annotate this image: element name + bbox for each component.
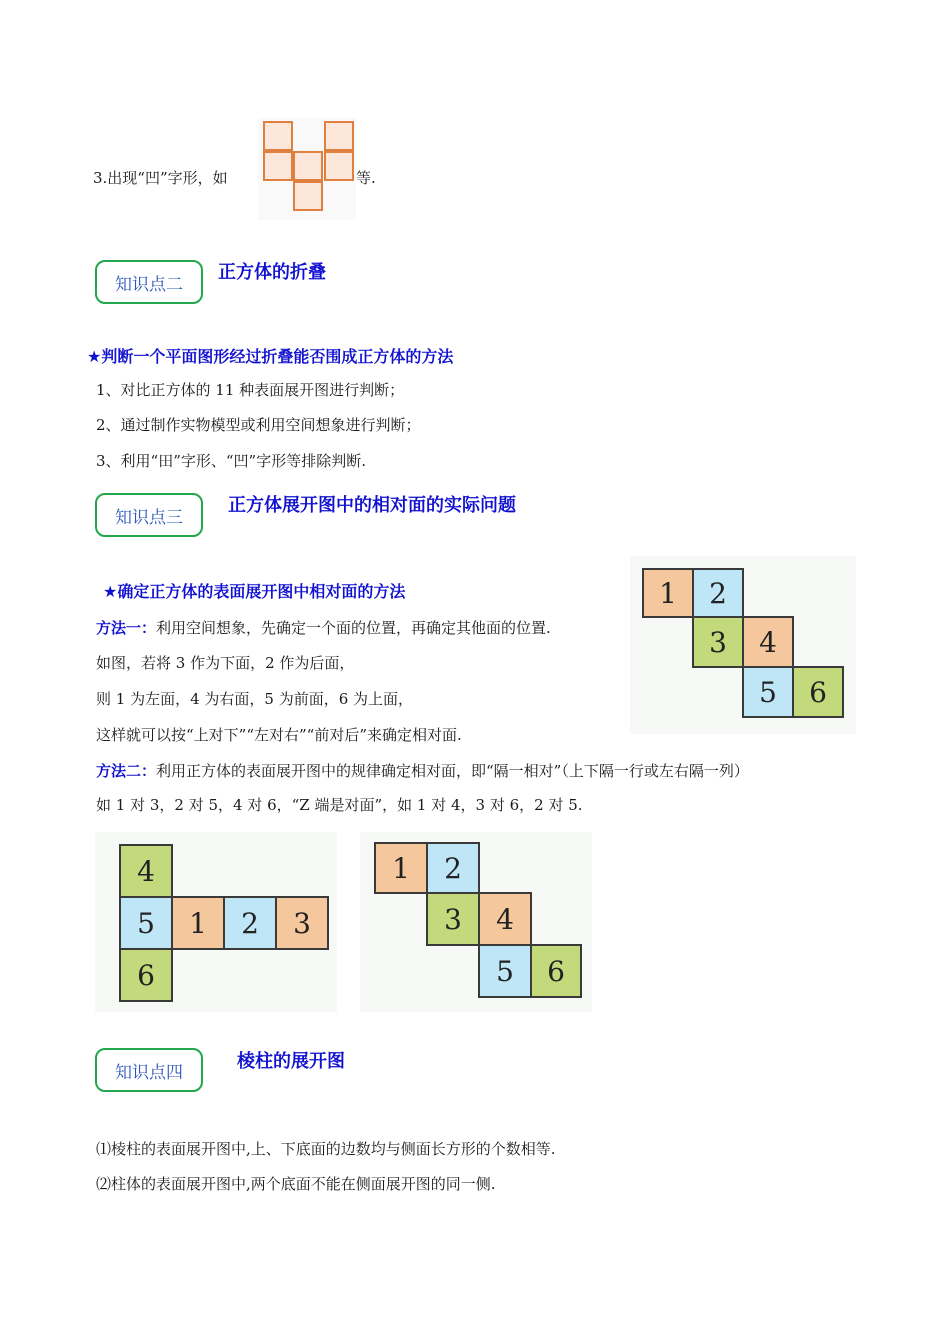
concave-net-figure bbox=[258, 118, 356, 220]
kp2-badge: 知识点二 bbox=[95, 260, 203, 304]
net-cell: 1 bbox=[642, 568, 694, 618]
kp4-item-2: ⑵柱体的表面展开图中,两个底面不能在侧面展开图的同一侧. bbox=[96, 1175, 496, 1193]
kp2-item-2: 2、通过制作实物模型或利用空间想象进行判断； bbox=[96, 416, 421, 434]
net-cell: 5 bbox=[119, 896, 173, 950]
net-cell: 3 bbox=[426, 892, 480, 946]
net-figure-bottom-middle bbox=[360, 832, 592, 1012]
kp3-line2: 如图，若将 3 作为下面，2 作为后面， bbox=[96, 654, 355, 672]
kp3-badge: 知识点三 bbox=[95, 493, 203, 537]
kp4-item-1: ⑴棱柱的表面展开图中,上、下底面的边数均与侧面长方形的个数相等. bbox=[96, 1140, 556, 1158]
kp3-method1 bbox=[96, 618, 551, 638]
kp2-item-3: 3、利用“田”字形、“凹”字形等排除判断. bbox=[96, 452, 366, 470]
net-cell: 1 bbox=[374, 842, 428, 894]
net-figure-bottom-left bbox=[95, 832, 337, 1012]
method1-text: 利用空间想象，先确定一个面的位置，再确定其他面的位置. bbox=[156, 619, 551, 637]
kp3-method2 bbox=[96, 761, 749, 781]
method2-label: 方法二： bbox=[96, 762, 157, 780]
kp3-line4: 这样就可以按“上对下”“左对右”“前对后”来确定相对面. bbox=[96, 726, 462, 744]
net-cell: 2 bbox=[692, 568, 744, 618]
kp2-title: 正方体的折叠 bbox=[218, 262, 326, 283]
net-cell: 4 bbox=[119, 844, 173, 898]
net-cell: 4 bbox=[478, 892, 532, 946]
kp3-line6: 如 1 对 3，2 对 5，4 对 6，“Z 端是对面”，如 1 对 4，3 对 6，2 对 5. bbox=[96, 796, 583, 814]
method2-text: 利用正方体的表面展开图中的规律确定相对面，即“隔一相对”（上下隔一行或左右隔一列） bbox=[156, 762, 749, 780]
net-cell: 5 bbox=[478, 944, 532, 998]
concave-line-suffix: 等. bbox=[356, 169, 376, 187]
method1-label: 方法一： bbox=[96, 619, 157, 637]
net-cell: 2 bbox=[223, 896, 277, 950]
kp2-star-heading: ★判断一个平面图形经过折叠能否围成正方体的方法 bbox=[87, 347, 454, 366]
kp3-title: 正方体展开图中的相对面的实际问题 bbox=[228, 495, 516, 516]
concave-line-prefix: 3.出现“凹”字形，如 bbox=[93, 169, 228, 187]
net-cell: 1 bbox=[171, 896, 225, 950]
kp4-title: 棱柱的展开图 bbox=[237, 1051, 345, 1072]
kp4-badge: 知识点四 bbox=[95, 1048, 203, 1092]
net-cell: 6 bbox=[792, 666, 844, 718]
net-figure-right bbox=[630, 556, 856, 734]
net-cell: 3 bbox=[275, 896, 329, 950]
net-cell: 6 bbox=[119, 948, 173, 1002]
net-cell: 6 bbox=[530, 944, 582, 998]
net-cell: 3 bbox=[692, 616, 744, 668]
kp2-item-1: 1、对比正方体的 11 种表面展开图进行判断； bbox=[96, 381, 405, 399]
net-cell: 5 bbox=[742, 666, 794, 718]
net-cell: 2 bbox=[426, 842, 480, 894]
net-cell: 4 bbox=[742, 616, 794, 668]
kp3-star-heading: ★确定正方体的表面展开图中相对面的方法 bbox=[103, 582, 406, 601]
kp3-line3: 则 1 为左面，4 为右面，5 为前面，6 为上面， bbox=[96, 690, 414, 708]
